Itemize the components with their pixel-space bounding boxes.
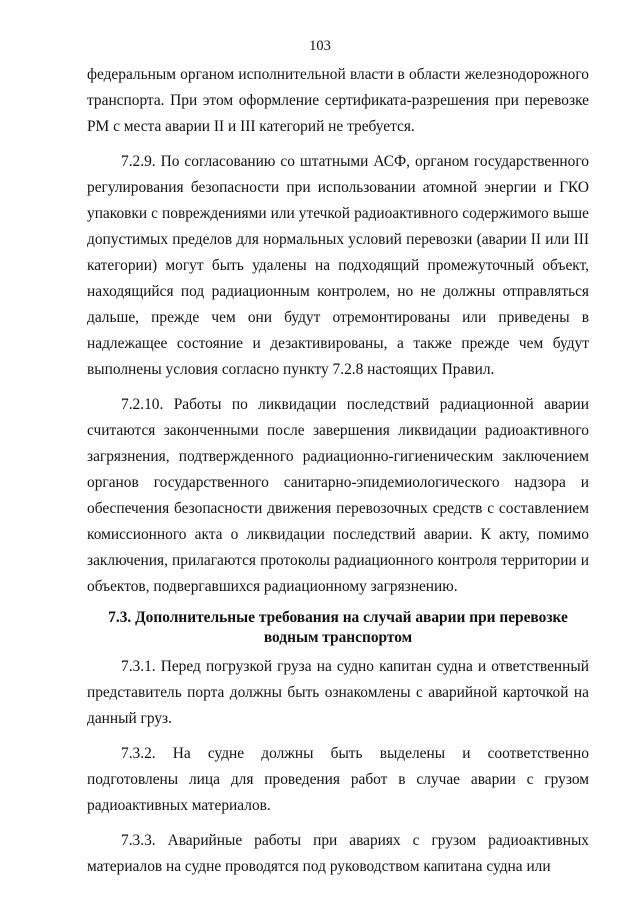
section-heading-7-3 xyxy=(87,608,589,648)
paragraph-7-3-1: 7.3.1. Перед погрузкой груза на судно капитан судна и ответственный представитель порта должны быть ознакомлены с аварийной карточкой на данный груз. xyxy=(87,658,589,727)
document-body xyxy=(87,62,589,880)
section-heading-line-2: водным транспортом xyxy=(263,629,413,646)
paragraph-7-2-10: 7.2.10. Работы по ликвидации последствий радиационной аварии считаются законченными после завершения ликвидации радиоактивного загрязнения, подтвержденного радиационно-гигиеническим заключением органов государственного санитарно-эпидемиологического надзора и обеспечения безопасности движения перевозочных средств с составлением комиссионного акта о ликвидации последствий аварии. К акту, помимо заключения, прилагаются протоколы радиационного контроля территории и объектов, подвергавшихся радиационному загрязнению. xyxy=(87,396,589,595)
section-heading-line-1: 7.3. Дополнительные требования на случай аварии при перевозке xyxy=(108,609,568,626)
paragraph-7-2-9: 7.2.9. По согласованию со штатными АСФ, органом государственного регулирования безопасности при использовании атомной энергии и ГКО упаковки с повреждениями или утечкой радиоактивного содержимого выше допустимых пределов для нормальных условий перевозки (аварии II или III категории) могут быть удалены на подходящий промежуточный объект, находящийся под радиационным контролем, но не должны отправляться дальше, прежде чем они будут отремонтированы или приведены в надлежащее состояние и дезактивированы, а также прежде чем будут выполнены условия согласно пункту 7.2.8 настоящих Правил. xyxy=(87,153,589,378)
paragraph-continuation: федеральным органом исполнительной власти в области железнодорожного транспорта. При этом оформление сертификата-разрешения при перевозке РМ с места аварии II и III категорий не требуется. xyxy=(87,66,589,135)
page-number: 103 xyxy=(309,38,331,54)
paragraph-7-3-2: 7.3.2. На судне должны быть выделены и соответственно подготовлены лица для проведения работ в случае аварии с грузом радиоактивных материалов. xyxy=(87,745,589,814)
paragraph-7-3-3: 7.3.3. Аварийные работы при авариях с грузом радиоактивных материалов на судне проводятся под руководством капитана судна или xyxy=(87,832,589,875)
